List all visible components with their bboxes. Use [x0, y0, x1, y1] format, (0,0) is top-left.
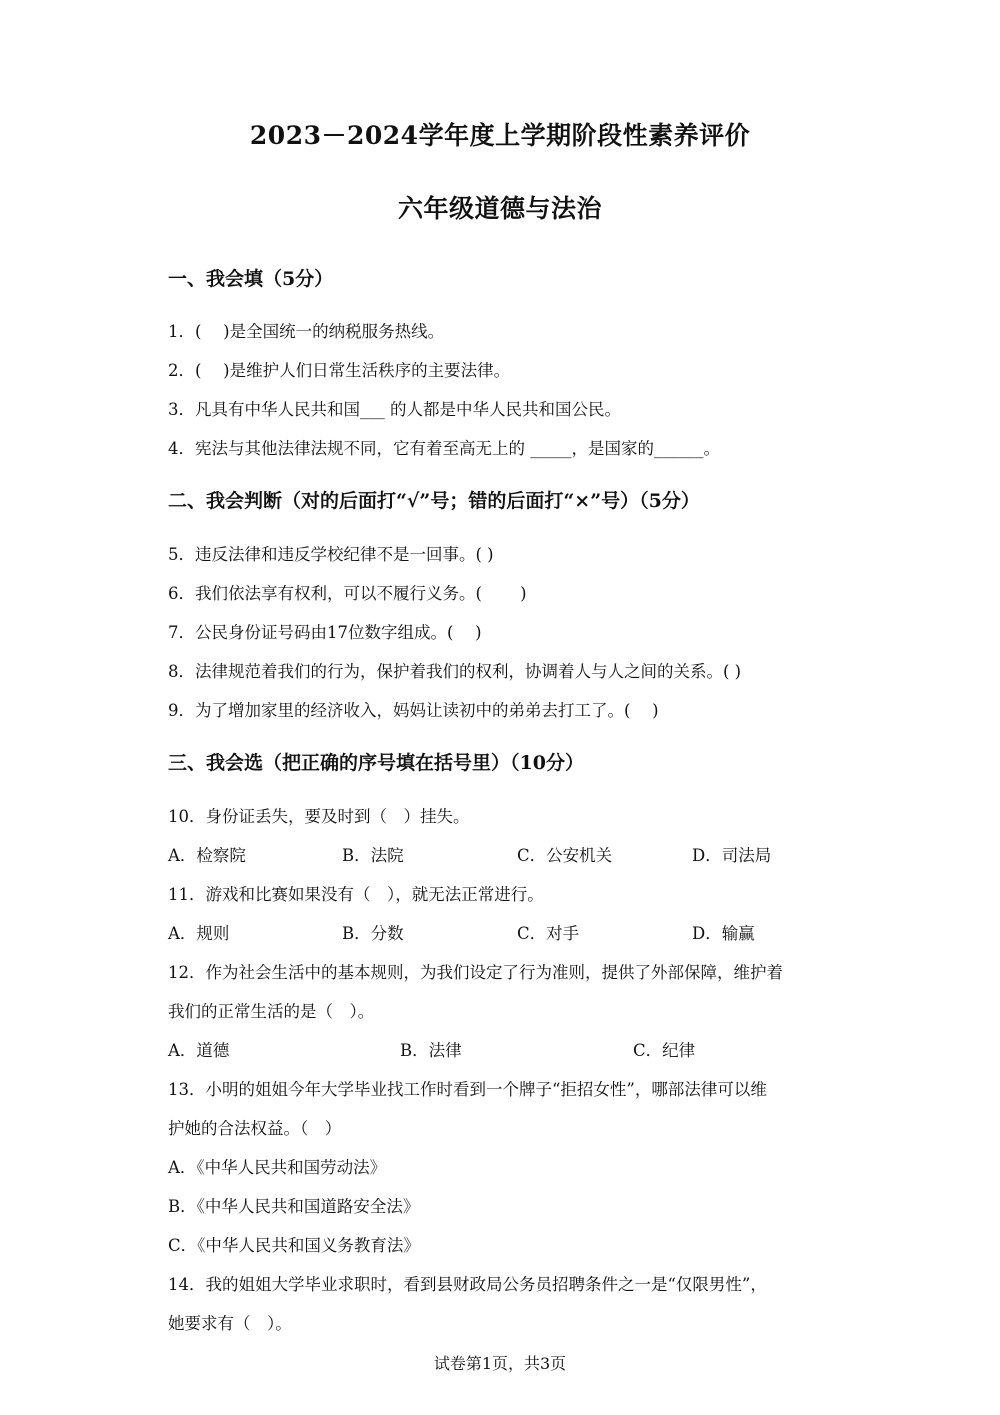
- section-2-heading: 二、我会判断（对的后面打“√”号；错的后面打“×”号）（5分）: [168, 490, 700, 512]
- q11-option-d: D．输赢: [692, 924, 755, 943]
- q13-option-c: C．《中华人民共和国义务教育法》: [168, 1236, 420, 1255]
- question-8: 8．法律规范着我们的行为，保护着我们的权利，协调着人与人之间的关系。( ): [168, 662, 742, 681]
- exam-subtitle: 六年级道德与法治: [397, 194, 602, 223]
- q11-option-c: C．对手: [517, 924, 580, 943]
- question-13-line-1: 13．小明的姐姐今年大学毕业找工作时看到一个牌子“拒招女性”，哪部法律可以维: [168, 1080, 767, 1099]
- q12-option-c: C．纪律: [633, 1041, 696, 1060]
- question-6: 6．我们依法享有权利，可以不履行义务。( ): [168, 584, 527, 603]
- q10-option-b: B．法院: [342, 846, 404, 865]
- question-7: 7．公民身份证号码由17位数字组成。( ): [168, 623, 482, 642]
- question-10: 10．身份证丢失，要及时到（ ）挂失。: [168, 807, 470, 826]
- q12-option-a: A．道德: [168, 1041, 230, 1060]
- q13-option-a: A．《中华人民共和国劳动法》: [168, 1158, 387, 1177]
- question-11: 11．游戏和比赛如果没有（ ），就无法正常进行。: [168, 885, 544, 904]
- question-14-line-1: 14．我的姐姐大学毕业求职时，看到县财政局公务员招聘条件之一是“仅限男性”，: [168, 1275, 767, 1294]
- q11-option-a: A．规则: [168, 924, 230, 943]
- section-1-heading: 一、我会填（5分）: [168, 268, 334, 290]
- exam-title: 2023－2024学年度上学期阶段性素养评价: [249, 121, 751, 150]
- q11-option-b: B．分数: [342, 924, 404, 943]
- question-12-line-1: 12．作为社会生活中的基本规则，为我们设定了行为准则，提供了外部保障，维护着: [168, 963, 783, 982]
- q13-option-b: B．《中华人民共和国道路安全法》: [168, 1197, 420, 1216]
- q12-option-b: B．法律: [400, 1041, 462, 1060]
- question-1: 1．( )是全国统一的纳税服务热线。: [168, 322, 445, 341]
- q10-option-c: C．公安机关: [517, 846, 613, 865]
- question-3: 3．凡具有中华人民共和国___ 的人都是中华人民共和国公民。: [168, 400, 621, 419]
- section-3-heading: 三、我会选（把正确的序号填在括号里）（10分）: [168, 752, 584, 774]
- question-5: 5．违反法律和违反学校纪律不是一回事。( ): [168, 545, 494, 564]
- q10-option-a: A．检察院: [168, 846, 246, 865]
- question-13-line-2: 护她的合法权益。（ ）: [168, 1119, 342, 1138]
- question-4: 4．宪法与其他法律法规不同，它有着至高无上的 _____，是国家的______。: [168, 439, 720, 458]
- page-footer: 试卷第1页，共3页: [433, 1354, 567, 1373]
- q10-option-d: D．司法局: [692, 846, 772, 865]
- question-2: 2．( )是维护人们日常生活秩序的主要法律。: [168, 361, 511, 380]
- question-9: 9．为了增加家里的经济收入，妈妈让读初中的弟弟去打工了。( ): [168, 701, 659, 720]
- question-14-line-2: 她要求有（ ）。: [168, 1314, 292, 1333]
- question-12-line-2: 我们的正常生活的是（ ）。: [168, 1002, 375, 1021]
